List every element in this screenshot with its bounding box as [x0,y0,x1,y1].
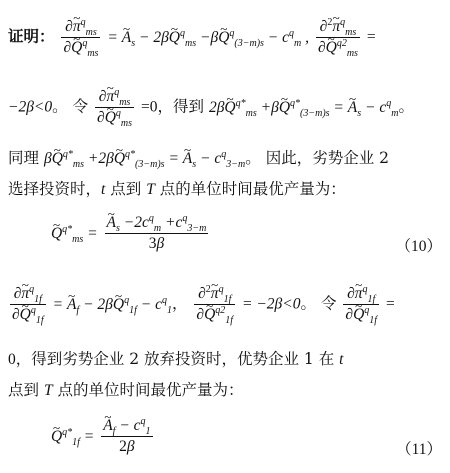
line-invest: 选择投资时，t 点到 T 点的单位时间最优产量为： [8,180,346,198]
line-abandon-derivatives: $\frac{\partial\sim \pi^q_{1f}}{\partial\sim Q^q_{1f}}$ = ~ $A_f$ − 2β~ $Q^q_{1f} - c^q_1$， $\frac{\partial^2\sim \pi^q_{1f}}{\partial\sim Q^{q2}_{1f}}$ = −2β<0。 令 $\frac{\partial\sim \pi^q_{1f}}{\partial\sim Q^q_{1f}}$ = [8,285,442,324]
proof-label: 证明： [8,28,55,46]
line-second-order: −2β<0。 令 $\frac{\partial\sim \pi^q_{ms}}{\partial\sim Q^q_{ms}}$ =0，得到 2β~ $Q^{q*}_{ms}$ +β~ $Q^{q*}_{(3-m)s}$ = ~ $A_s - c^q_m$。 [8,88,442,127]
line-abandon: 0，得到劣势企业 2 放弃投资时，优势企业 1 在 t [8,350,344,368]
line-abandon-2: 点到 T 点的单位时间最优产量为： [8,381,244,399]
fraction-eq10: ~ $\frac{A_s -2c^q_m +c^q_{3-m}}{3\beta}$ [105,214,209,253]
line-similar: 同理 β~ $Q^{q*}_{ms}$ +2β~ $Q^{q*}_{(3-m)s}$ = ~ $A_s - c^q_{3-m}$。 因此，劣势企业 2 [8,148,442,169]
fraction-dpi1f-2: $\frac{\partial\sim \pi^q_{1f}}{\partial\sim Q^q_{1f}}$ [343,285,379,324]
fraction-dpi-dq: $\frac{\partial\sim \pi^q_{ms}}{\partial\sim Q^q_{ms}}$ [61,18,100,57]
fraction-d2pi1f: $\frac{\partial^2\sim \pi^q_{1f}}{\partial\sim Q^{q2}_{1f}}$ [194,285,235,324]
fraction-dpi-dq-2: $\frac{\partial\sim \pi^q_{ms}}{\partial\sim Q^q_{ms}}$ [95,88,134,127]
equation-11: ~ $Q^{q*}_{1f}$ = ~ $\frac{A_f - c^q_1}{2\beta}$ [8,417,442,456]
fraction-d2pi-dq2: $\frac{\partial^2\sim \pi^q_{ms}}{\partial\sim Q^{q2}_{ms}}$ [316,18,360,57]
line-proof-derivatives: 证明： $\frac{\partial\sim \pi^q_{ms}}{\partial\sim Q^q_{ms}}$ = ~ $A_s$ − 2β~ $Q^q_{ms}$ −β~ $Q^q_{(3-m)s} - c^q_m$ , $\frac{\partial^2\sim \pi^q_{ms}}{\partial\sim Q^{q2}_{ms}}$ = [8,18,442,57]
equation-10: ~ $Q^{q*}_{ms}$ = ~ $\frac{A_s -2c^q_m +c^q_{3-m}}{3\beta}$ [8,214,442,253]
fraction-eq11: ~ $\frac{A_f - c^q_1}{2\beta}$ [101,417,152,456]
fraction-dpi1f: $\frac{\partial\sim \pi^q_{1f}}{\partial\sim Q^q_{1f}}$ [10,285,46,324]
equation-number-11: （11） [396,441,442,458]
equation-number-10: （10） [395,238,442,255]
